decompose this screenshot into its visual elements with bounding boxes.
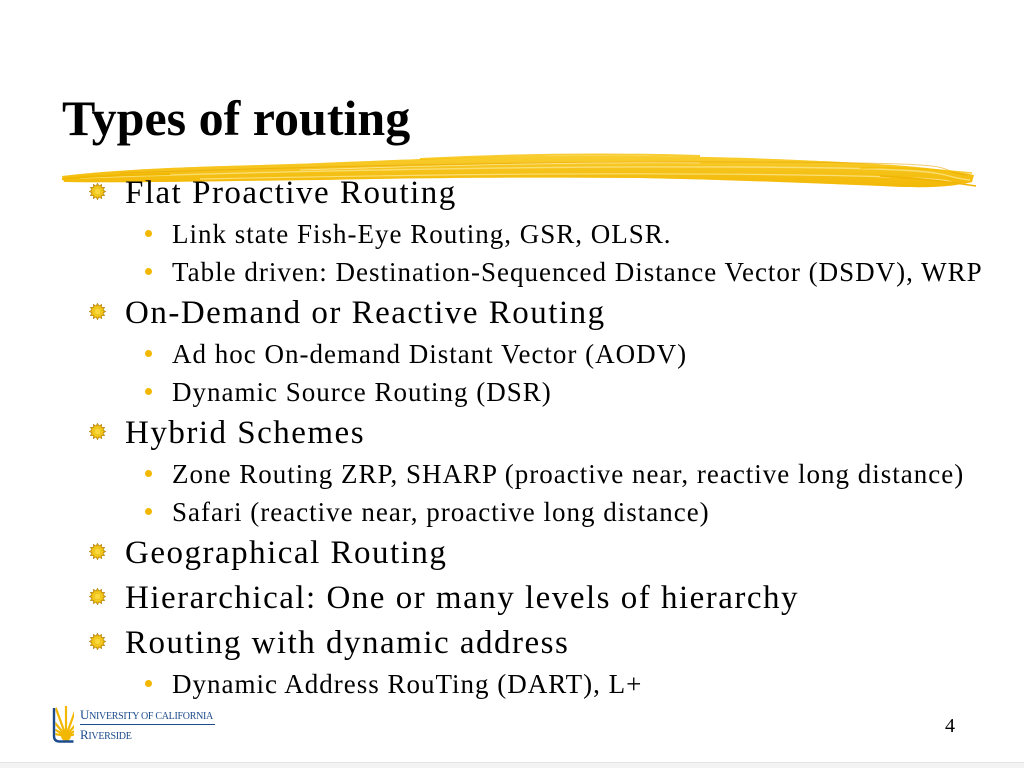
sub-bullet-text: Link state Fish-Eye Routing, GSR, OLSR. <box>172 219 672 249</box>
bullet-item <box>0 531 1024 576</box>
dot-bullet-icon <box>145 268 152 275</box>
slide-title: Types of routing <box>62 90 411 146</box>
bullet-text: Geographical Routing <box>125 535 448 571</box>
sub-bullet-text: Safari (reactive near, proactive long distance) <box>172 496 710 527</box>
university-logo <box>52 705 222 743</box>
logo-university-text: UNIVERSITY OF CALIFORNIA <box>80 707 213 722</box>
sub-bullet-item <box>0 666 1024 704</box>
bullet-text: Hybrid Schemes <box>125 415 366 451</box>
sub-bullet-text: Ad hoc On-demand Distant Vector (AODV) <box>172 339 688 369</box>
dot-bullet-icon <box>145 508 152 515</box>
sunburst-bullet-icon <box>89 183 106 200</box>
ucr-sun-emblem-icon <box>52 705 74 743</box>
bullet-item <box>0 621 1024 666</box>
bullet-text: Flat Proactive Routing <box>125 175 457 211</box>
logo-divider <box>80 724 215 725</box>
sunburst-bullet-icon <box>89 423 106 440</box>
slide-bottom-border <box>0 762 1024 768</box>
dot-bullet-icon <box>145 680 152 687</box>
dot-bullet-icon <box>145 230 152 237</box>
bullet-text: Routing with dynamic address <box>125 625 570 661</box>
sub-bullet-item <box>0 216 1024 254</box>
sub-bullet-item <box>0 254 1024 292</box>
dot-bullet-icon <box>145 388 152 395</box>
bullet-item <box>0 171 1024 216</box>
bullet-text: Hierarchical: One or many levels of hierarchy <box>125 580 800 616</box>
sunburst-bullet-icon <box>89 303 106 320</box>
sunburst-bullet-icon <box>89 588 106 605</box>
dot-bullet-icon <box>145 470 152 477</box>
bullet-item <box>0 411 1024 456</box>
sub-bullet-text: Zone Routing ZRP, SHARP (proactive near, reactive long distance) <box>172 459 965 489</box>
sub-bullet-item <box>0 494 1024 532</box>
bullet-item <box>0 576 1024 621</box>
sunburst-bullet-icon <box>89 543 106 560</box>
sub-bullet-text: Dynamic Address RouTing (DART), L+ <box>172 669 643 699</box>
bullet-item <box>0 291 1024 336</box>
bullet-text: On-Demand or Reactive Routing <box>125 295 606 331</box>
page-number: 4 <box>945 715 955 737</box>
dot-bullet-icon <box>145 350 152 357</box>
sub-bullet-text: Dynamic Source Routing (DSR) <box>172 376 552 407</box>
sub-bullet-text: Table driven: Destination-Sequenced Distance Vector (DSDV), WRP <box>172 256 983 287</box>
bullet-list <box>0 171 1024 704</box>
sub-bullet-item <box>0 336 1024 374</box>
sub-bullet-item <box>0 456 1024 494</box>
logo-campus-text: RIVERSIDE <box>80 727 132 742</box>
sub-bullet-item <box>0 374 1024 412</box>
sunburst-bullet-icon <box>89 633 106 650</box>
